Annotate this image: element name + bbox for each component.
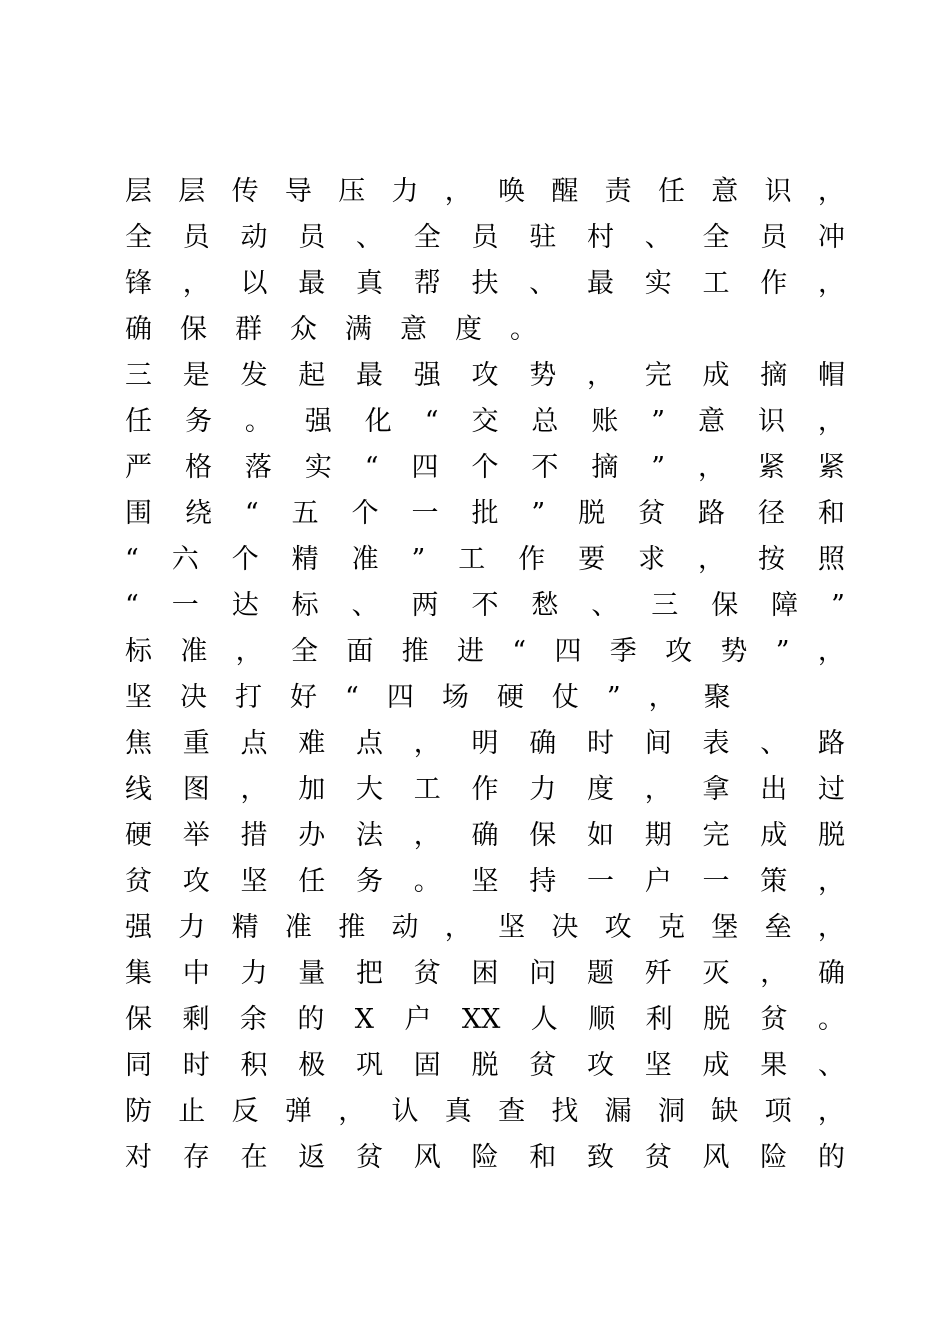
text-line: 标 准 ， 全 面 推 进 “ 四 季 攻 势 ” ， [125, 636, 845, 667]
text-line: 线 图 ， 加 大 工 作 力 度 ， 拿 出 过 [125, 774, 845, 805]
text-line: 防 止 反 弹 ， 认 真 查 找 漏 洞 缺 项 ， [125, 1096, 845, 1127]
text-line: 集 中 力 量 把 贫 困 问 题 歼 灭 ， 确 [125, 958, 845, 989]
text-line: “ 一 达 标 、 两 不 愁 、 三 保 障 ” [125, 590, 845, 621]
text-line: 围 绕 “ 五 个 一 批 ” 脱 贫 路 径 和 [125, 498, 845, 529]
text-line: 焦 重 点 难 点 ， 明 确 时 间 表 、 路 [125, 728, 845, 759]
text-line: 全 员 动 员 、 全 员 驻 村 、 全 员 冲 [125, 222, 845, 253]
text-line: 强 力 精 准 推 动 ， 坚 决 攻 克 堡 垒 ， [125, 912, 845, 943]
text-line: 严 格 落 实 “ 四 个 不 摘 ” ， 紧 紧 [125, 452, 845, 483]
text-line: 坚 决 打 好 “ 四 场 硬 仗 ” ， 聚 [125, 682, 731, 713]
text-line: 锋 ， 以 最 真 帮 扶 、 最 实 工 作 ， [125, 268, 845, 299]
text-line: 同 时 积 极 巩 固 脱 贫 攻 坚 成 果 、 [125, 1050, 845, 1081]
text-line: 任 务 。 强 化 “ 交 总 账 ” 意 识 ， [125, 406, 845, 437]
text-line: 保 剩 余 的 X 户 XX 人 顺 利 脱 贫 。 [125, 1004, 845, 1035]
text-line: 三 是 发 起 最 强 攻 势 ， 完 成 摘 帽 [125, 360, 845, 391]
text-line: 确 保 群 众 满 意 度 。 [125, 314, 537, 345]
text-line: 硬 举 措 办 法 ， 确 保 如 期 完 成 脱 [125, 820, 845, 851]
text-line: 贫 攻 坚 任 务 。 坚 持 一 户 一 策 ， [125, 866, 845, 897]
text-line: 对 存 在 返 贫 风 险 和 致 贫 风 险 的 [125, 1142, 845, 1173]
text-line: 层 层 传 导 压 力 ， 唤 醒 责 任 意 识 ， [125, 176, 845, 207]
text-line: “ 六 个 精 准 ” 工 作 要 求 ， 按 照 [125, 544, 845, 575]
